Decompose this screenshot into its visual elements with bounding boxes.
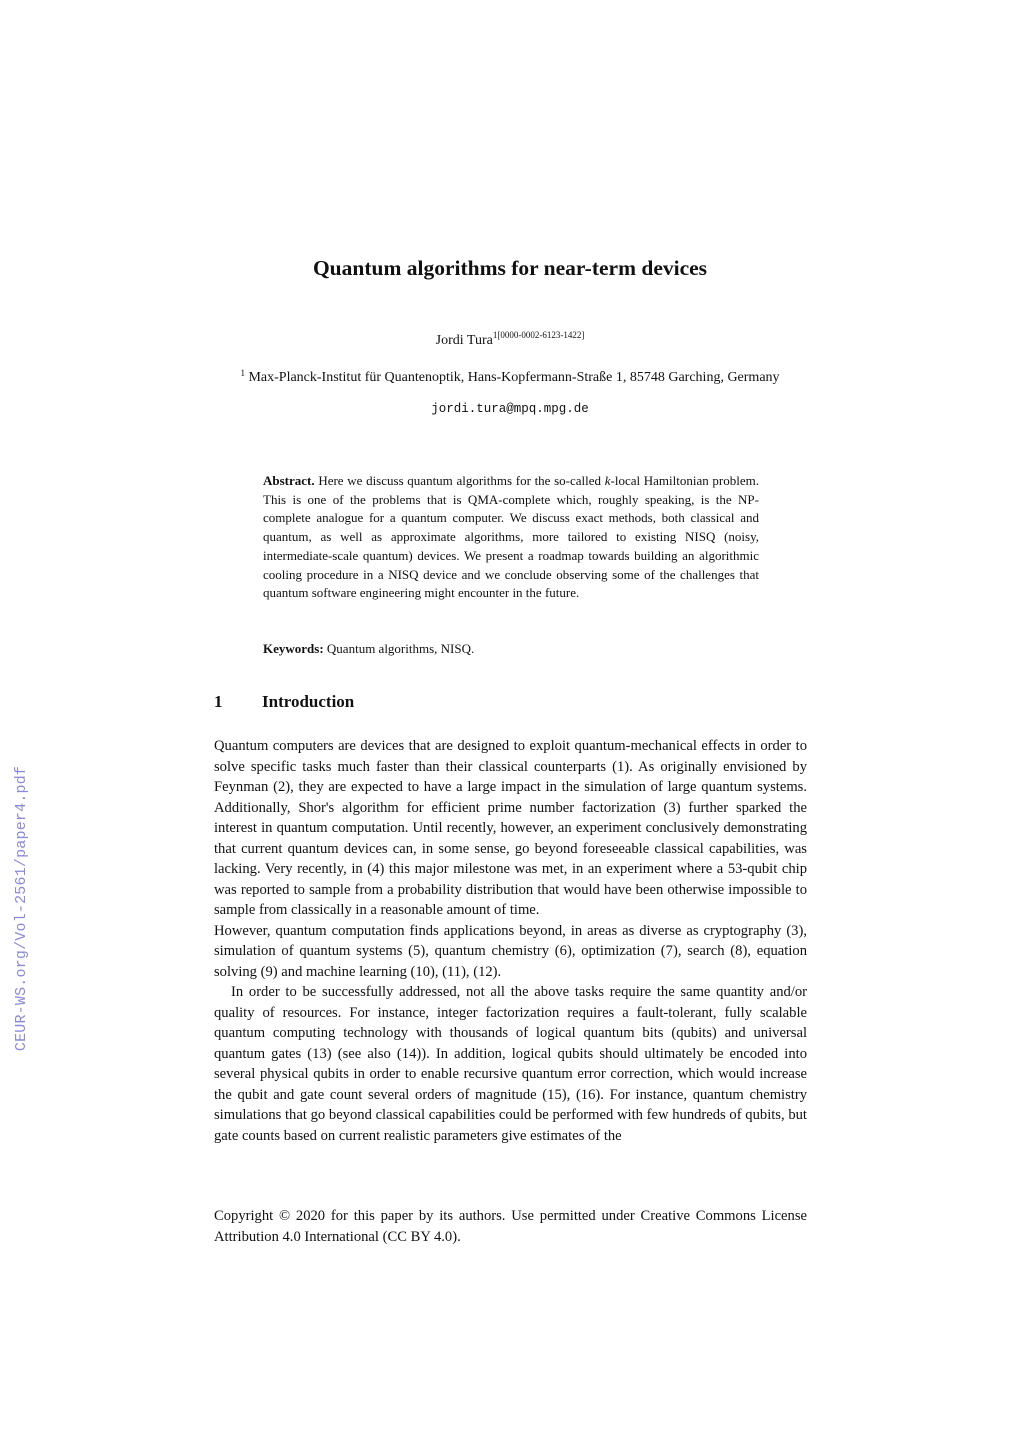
section-title: Introduction (262, 692, 355, 711)
author-email: jordi.tura@mpq.mpg.de (431, 402, 589, 416)
paragraph: However, quantum computation finds applications beyond, in areas as diverse as cryptography (3), simulation of quantum systems (5), quantum chemistry (6), optimization (7), search (8), equation solving (9) and machine learning (10), (11), (12). (214, 922, 807, 980)
author-orcid: 1[0000-0002-6123-1422] (492, 330, 585, 340)
section-heading (214, 692, 354, 712)
affiliation-marker: 1 (240, 368, 245, 378)
abstract (263, 472, 759, 603)
affiliation-text: Max-Planck-Institut für Quantenoptik, Hans-Kopfermann-Straße 1, 85748 Garching, Germany (248, 370, 780, 385)
side-identifier-text: CEUR-WS.org/Vol-2561/paper4.pdf (13, 765, 31, 1051)
abstract-italic-k: k (604, 473, 611, 488)
abstract-label: Abstract. (263, 473, 315, 488)
keywords-text: Quantum algorithms, NISQ. (326, 641, 475, 656)
copyright-notice: Copyright © 2020 for this paper by its authors. Use permitted under Creative Commons License Attribution 4.0 International (CC BY 4.0). (214, 1208, 807, 1245)
keywords (263, 641, 759, 657)
introduction-body (214, 736, 807, 1146)
author-line (0, 330, 1020, 349)
abstract-text-after: -local Hamiltonian problem. This is one of the problems that is QMA-complete which, roughly speaking, is the NP-complete analogue for a quantum computer. We discuss exact methods, both classical and quantum, as well as approximate algorithms, more tailored to existing NISQ (noisy, intermediate-scale quantum) devices. We present a roadmap towards building an algorithmic cooling procedure in a NISQ device and we conclude observing some of the challenges that quantum software engineering might encounter in the future. (263, 473, 759, 601)
paragraph: Quantum computers are devices that are designed to exploit quantum-mechanical effects in order to solve specific tasks much faster than their classical counterparts (1). As originally envisioned by Feynman (2), they are expected to have a large impact in the simulation of large quantum systems. Additionally, Shor's algorithm for efficient prime number factorization (3) further sparked the interest in quantum computation. Until recently, however, an experiment conclusively demonstrating that current quantum devices can, in some sense, go beyond foreseeable classical capabilities, was lacking. Very recently, in (4) this major milestone was met, in an experiment where a 53-qubit chip was reported to sample from a probability distribution that would have been otherwise impossible to sample from classically in a reasonable amount of time. (214, 738, 807, 918)
affiliation (230, 364, 790, 387)
abstract-text-before: Here we discuss quantum algorithms for the so-called (318, 473, 605, 488)
paper-title: Quantum algorithms for near-term devices (312, 256, 708, 280)
author-name: Jordi Tura (435, 333, 493, 348)
keywords-label: Keywords: (263, 641, 324, 656)
paragraph: In order to be successfully addressed, not all the above tasks require the same quantity and/or quality of resources. For instance, integer factorization requires a fault-tolerant, fully scalable quantum computing technology with thousands of logical quantum bits (qubits) and universal quantum gates (13) (see also (14)). In addition, logical qubits should ultimately be encoded into several physical qubits in order to enable recursive quantum error correction, which would increase the qubit and gate count several orders of magnitude (15), (16). For instance, quantum chemistry simulations that go beyond classical capabilities could be performed with few hundreds of qubits, but gate counts based on current realistic parameters give estimates of the (214, 984, 807, 1144)
section-number: 1 (214, 692, 223, 711)
side-identifier (12, 738, 32, 1078)
